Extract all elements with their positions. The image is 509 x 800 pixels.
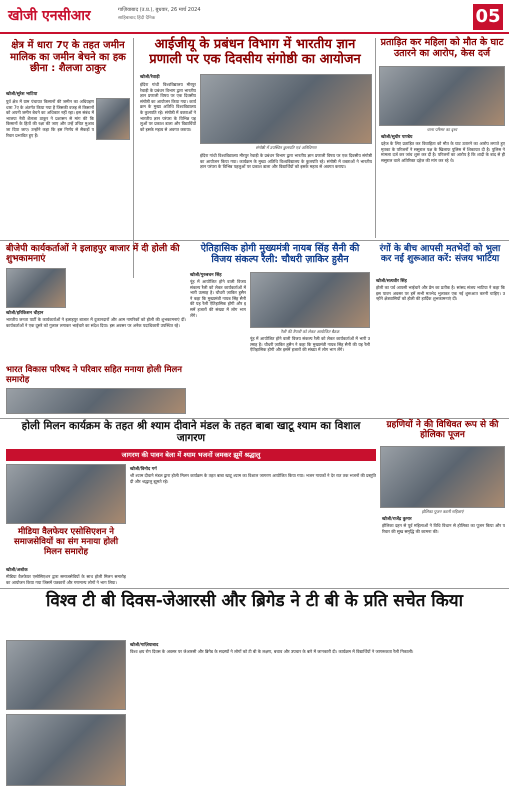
article-headline: आईजीयू के प्रबंधन विभाग में भारतीय ज्ञान प्रणाली पर एक दिवसीय संगोष्ठी का आयोजन [149, 37, 361, 67]
newspaper-name: खोजी एनसीआर [8, 8, 91, 24]
event-photo [250, 272, 370, 328]
article-body-continued: इंदिरा गांधी विश्वविद्यालय मीरपुर रेवाड़ी के प्रबंधन विभाग द्वारा भारतीय ज्ञान प्रणाली विषय पर एक दिवसीय संगोष्ठी का आयोजन किया गया। कार्यक्रम के मुख्य अतिथि विश्वविद्यालय के कुलपति रहे। संगोष्ठी में वक्ताओं ने भारतीय ज्ञान परंपरा के विभिन्न पहलुओं पर प्रकाश डाला और विद्यार्थियों को इसके महत्व से अवगत कराया। [200, 153, 372, 170]
row-rule [0, 588, 509, 589]
event-photo [6, 714, 126, 786]
article-body: नूंह में आयोजित होने वाली विजय संकल्प रैली को लेकर कार्यकर्ताओं में भारी उत्साह है। चौधरी ज़ाकिर हुसैन ने कहा कि मुख्यमंत्री नायब सिंह सैनी की यह रैली ऐतिहासिक होगी और इसमें हजारों की संख्या में लोग भाग लेंगे। [190, 279, 246, 318]
article-headline: क्षेत्र में धारा 7ए के तहत जमीन मालिक का जमीन बेचने का हक छीना : शैलजा ठाकुर [10, 40, 126, 74]
article-body-continued: नूंह में आयोजित होने वाली विजय संकल्प रैली को लेकर कार्यकर्ताओं में भारी उत्साह है। चौधरी ज़ाकिर हुसैन ने कहा कि मुख्यमंत्री नायब सिंह सैनी की यह रैली ऐतिहासिक होगी और इसमें हजारों की संख्या में लोग भाग लेंगे। [250, 336, 370, 353]
article-banner: जागरण की पावन बेला में श्याम भजनों जमकर झूमें श्रद्धालु [6, 449, 376, 461]
article-body: दहेज के लिए प्रताड़ित कर विवाहिता को मौत के घाट उतारने का आरोप लगाते हुए मृतका के परिजनों ने ससुराल पक्ष के खिलाफ पुलिस में शिकायत दी है। पुलिस ने मामला दर्ज कर जांच शुरू कर दी है। परिजनों का आरोप है कि शादी के बाद से ही ससुराल वाले अतिरिक्त दहेज की मांग कर रहे थे। [381, 141, 505, 163]
article-headline: मीडिया वैलफेयर एसोसिएशन ने समाजसेवियों का संग मनाया होली मिलन समारोह [13, 527, 119, 557]
event-photo [6, 464, 126, 524]
news-photo [379, 66, 505, 126]
article-byline: खोजी/सुधीर पाण्डेय [381, 135, 413, 140]
issue-date: गाज़ियाबाद (उ.प्र.), बुधवार, 26 मार्च 2024 [118, 7, 201, 13]
article-body: श्री श्याम दीवाने मंडल द्वारा होली मिलन कार्यक्रम के तहत बाबा खाटू श्याम का विशाल जागरण आयोजित किया गया। भजन गायकों ने देर रात तक भजनों की प्रस्तुति दी और श्रद्धालु झूमते रहे। [130, 473, 376, 484]
article-byline: खोजी/विनोद गर्ग [130, 467, 157, 472]
article-headline: बीजेपी कार्यकर्ताओं ने इलाहपुर बाजार में दी होली की शुभकामनाएं [6, 244, 180, 265]
article-body: पुर्व क्षेत्र में ग्राम पंचायत किसानों की जमीन का अधिग्रहण धारा 7ए के अंतर्गत किया गया है जिसकी वजह से किसानों को अपनी जमीन बेचने का अधिकार नहीं रहा। इस संबंध में भाजपा नेत्री शैलजा ठाकुर ने प्रशासन से मांग की कि किसानों के हितों की रक्षा की जाए और उन्हें उचित मुआवजा दिया जाए। उन्होंने कहा कि इस निर्णय से सैकड़ों परिवार प्रभावित हुए हैं। [6, 99, 94, 138]
article-byline: खोजी/सत्यवीर सिंह [376, 279, 407, 284]
portrait-photo [96, 98, 130, 140]
page-number: 05 [473, 4, 503, 30]
article-byline: खोजी/राजेंद्र कुमार [382, 517, 412, 522]
article-byline: खोजी/गाज़ियाबाद [130, 643, 159, 648]
row-rule [0, 240, 509, 241]
masthead-subtitle: साहिबाबाद हिंदी दैनिक [118, 16, 156, 21]
article-body: इंदिरा गांधी विश्वविद्यालय मीरपुर रेवाड़ी के प्रबंधन विभाग द्वारा भारतीय ज्ञान प्रणाली विषय पर एक दिवसीय संगोष्ठी का आयोजन किया गया। कार्यक्रम के मुख्य अतिथि विश्वविद्यालय के कुलपति रहे। संगोष्ठी में वक्ताओं ने भारतीय ज्ञान परंपरा के विभिन्न पहलुओं पर प्रकाश डाला और विद्यार्थियों को इसके महत्व से अवगत कराया। [140, 82, 196, 132]
column-rule [133, 38, 134, 278]
article-byline: खोजी/गुरुबचन सिंह [190, 273, 222, 278]
article-body: होलिका दहन से पूर्व महिलाओं ने विधि विधान से होलिका का पूजन किया और परिवार की सुख समृद्धि की कामना की। [382, 523, 505, 534]
article-headline: ऐतिहासिक होगी मुख्यमंत्री नायब सिंह सैनी की विजय संकल्प रैली: चौधरी ज़ाकिर हुसैन [200, 243, 360, 265]
article-body: मीडिया वैलफेयर एसोसिएशन द्वारा समाजसेवियों के साथ होली मिलन समारोह का आयोजन किया गया जिसमें पत्रकारों और गणमान्य लोगों ने भाग लिया। [6, 574, 126, 585]
article-headline: भारत विकास परिषद ने परिवार सहित मनाया होली मिलन समारोह [6, 365, 183, 385]
article-body: विश्व क्षय रोग दिवस के अवसर पर जेआरसी और ब्रिगेड के सदस्यों ने लोगों को टी बी के लक्षण, बचाव और उपचार के बारे में जानकारी दी। कार्यक्रम में विद्यार्थियों ने जागरूकता रैली निकाली। [130, 649, 414, 654]
article-body: होली का पर्व आपसी भाईचारे और प्रेम का प्रतीक है। सांसद संजय भाटिया ने कहा कि इस पावन अवसर पर हमें सभी मतभेद भुलाकर एक नई शुरूआत करनी चाहिए। उन्होंने क्षेत्रवासियों को होली की हार्दिक शुभकामनाएं दीं। [376, 285, 505, 302]
article-headline: ग्रहणियों ने की विधिवत रूप से की होलिका पूजन [386, 420, 499, 441]
event-photo [200, 74, 372, 144]
article-byline: खोजी/अशोक [6, 568, 28, 573]
event-photo [6, 640, 126, 710]
photo-caption: थाना परिसर का दृश्य [426, 127, 458, 132]
photo-caption: होलिका पूजन करती महिलाएं [421, 509, 464, 514]
column-rule [375, 38, 376, 238]
article-headline: विश्व टी बी दिवस-जेआरसी और ब्रिगेड ने टी बी के प्रति सचेत किया [45, 591, 464, 611]
row-rule [0, 418, 509, 419]
article-headline: रंगों के बीच आपसी मतभेदों को भुला कर नई शुरूआत करें: संजय भाटिया [379, 244, 501, 265]
event-photo [6, 388, 186, 414]
article-byline: खोजी/सुरेश भाटिया [6, 92, 38, 97]
article-byline: खोजी/हरिकिशन चौहान [6, 311, 44, 316]
photo-caption: रैली की तैयारी को लेकर आयोजित बैठक [280, 329, 340, 334]
article-byline: खोजी/रेवाड़ी [140, 75, 160, 80]
article-body: भारतीय जनता पार्टी के कार्यकर्ताओं ने इलाहपुर बाजार में दुकानदारों और आम नागरिकों को होली की शुभकामनाएं दीं। कार्यकर्ताओं ने एक दूसरे को गुलाल लगाकर भाईचारे का संदेश दिया। इस अवसर पर अनेक पदाधिकारी उपस्थित रहे। [6, 317, 186, 328]
news-photo [380, 446, 505, 508]
article-headline: होली मिलन कार्यक्रम के तहत श्री श्याम दीवाने मंडल के तहत बाबा खाटू श्याम का विशाल जागरण [21, 420, 361, 445]
photo-caption: संगोष्ठी में उपस्थित कुलपति एवं अतिथिगण [255, 145, 317, 150]
article-headline: प्रताड़ित कर महिला को मौत के घाट उतारने का आरोप, केस दर्ज [380, 37, 504, 59]
news-photo [6, 268, 66, 308]
